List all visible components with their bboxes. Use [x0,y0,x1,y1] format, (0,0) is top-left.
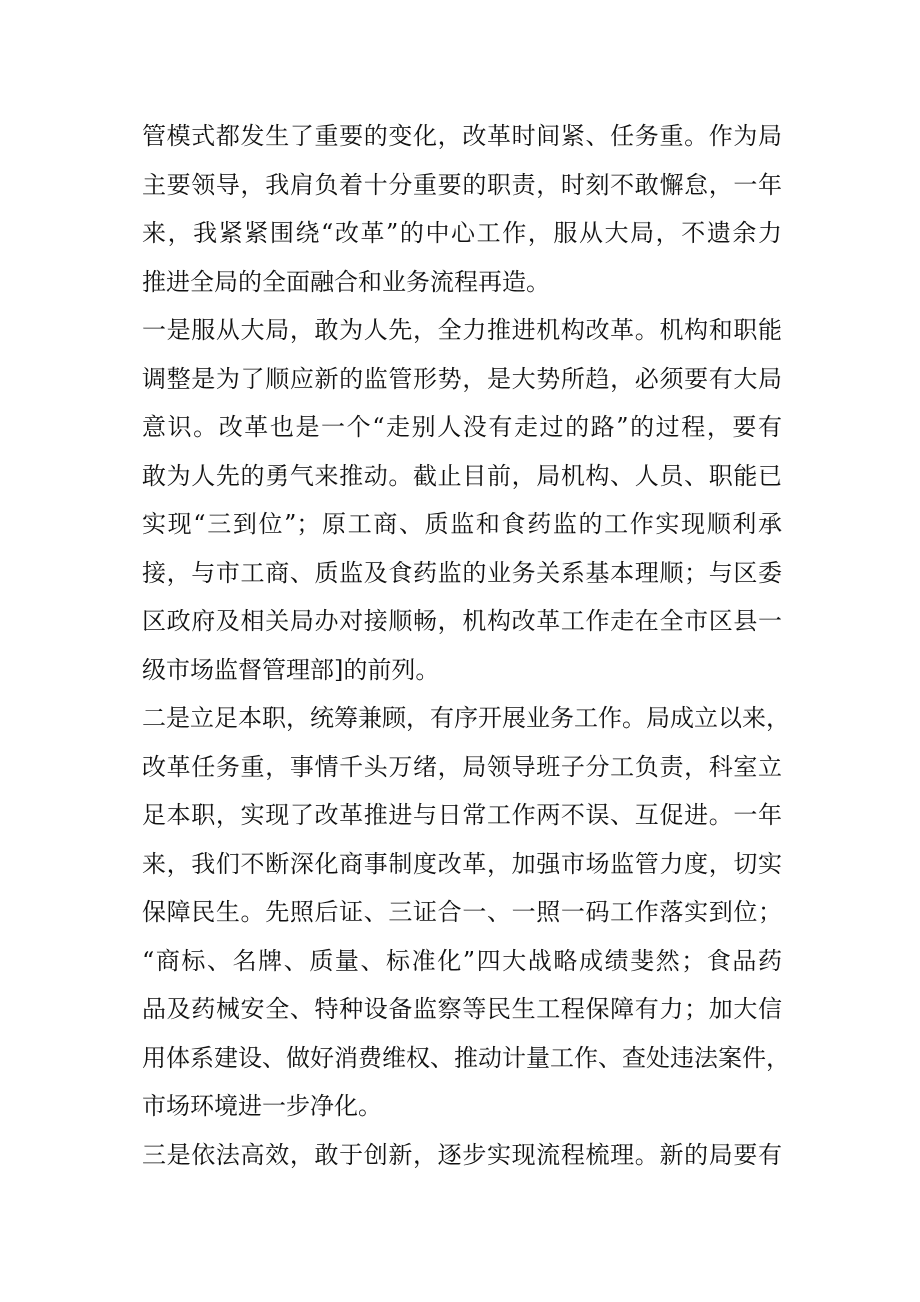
text-line: 保障民生。先照后证、三证合一、一照一码工作落实到位； [142,898,782,926]
paragraph-point-one [142,306,782,694]
text-line: 三是依法高效，敢于创新，逐步实现流程梳理。新的局要有 [142,1140,782,1169]
text-line: 管模式都发生了重要的变化，改革时间紧、任务重。作为局 [142,122,782,150]
text-line: 敢为人先的勇气来推动。截止目前，局机构、人员、职能已 [142,461,782,490]
text-line: 用体系建设、做好消费维权、推动计量工作、查处违法案件， [142,1043,790,1072]
text-line: 来，我紧紧围绕“改革”的中心工作，服从大局，不遗余力 [142,219,782,247]
text-line: 改革任务重，事情千头万绪，局领导班子分工负责，科室立 [142,752,782,781]
text-line: 推进全局的全面融合和业务流程再造。 [142,267,550,296]
paragraph-intro [142,112,782,306]
text-line: 品及药械安全、特种设备监察等民生工程保障有力；加大信 [142,995,782,1023]
text-line: 一是服从大局，敢为人先，全力推进机构改革。机构和职能 [142,316,782,344]
paragraph-point-three [142,1131,782,1180]
text-line: 接，与市工商、质监及食药监的业务关系基本理顺；与区委 [142,558,782,587]
text-line: 区政府及相关局办对接顺畅，机构改革工作走在全市区县一 [142,607,782,635]
text-line: 市场环境进一步净化。 [142,1092,382,1120]
text-line: 二是立足本职，统筹兼顾，有序开展业务工作。局成立以来， [142,704,790,732]
text-line: 意识。改革也是一个“走别人没有走过的路”的过程，要有 [142,413,782,441]
text-line: 主要领导，我肩负着十分重要的职责，时刻不敢懈怠，一年 [142,170,782,199]
text-line: 实现“三到位”；原工商、质监和食药监的工作实现顺利承 [142,510,782,538]
text-line: 调整是为了顺应新的监管形势，是大势所趋，必须要有大局 [142,364,782,393]
text-line: 足本职，实现了改革推进与日常工作两不误、互促进。一年 [142,801,782,829]
text-line: “商标、名牌、质量、标准化”四大战略成绩斐然；食品药 [142,946,782,975]
document-page [142,112,790,1179]
text-line: 来，我们不断深化商事制度改革，加强市场监管力度，切实 [142,849,782,878]
text-line: 级市场监督管理部]的前列。 [142,655,440,684]
paragraph-point-two [142,694,790,1131]
